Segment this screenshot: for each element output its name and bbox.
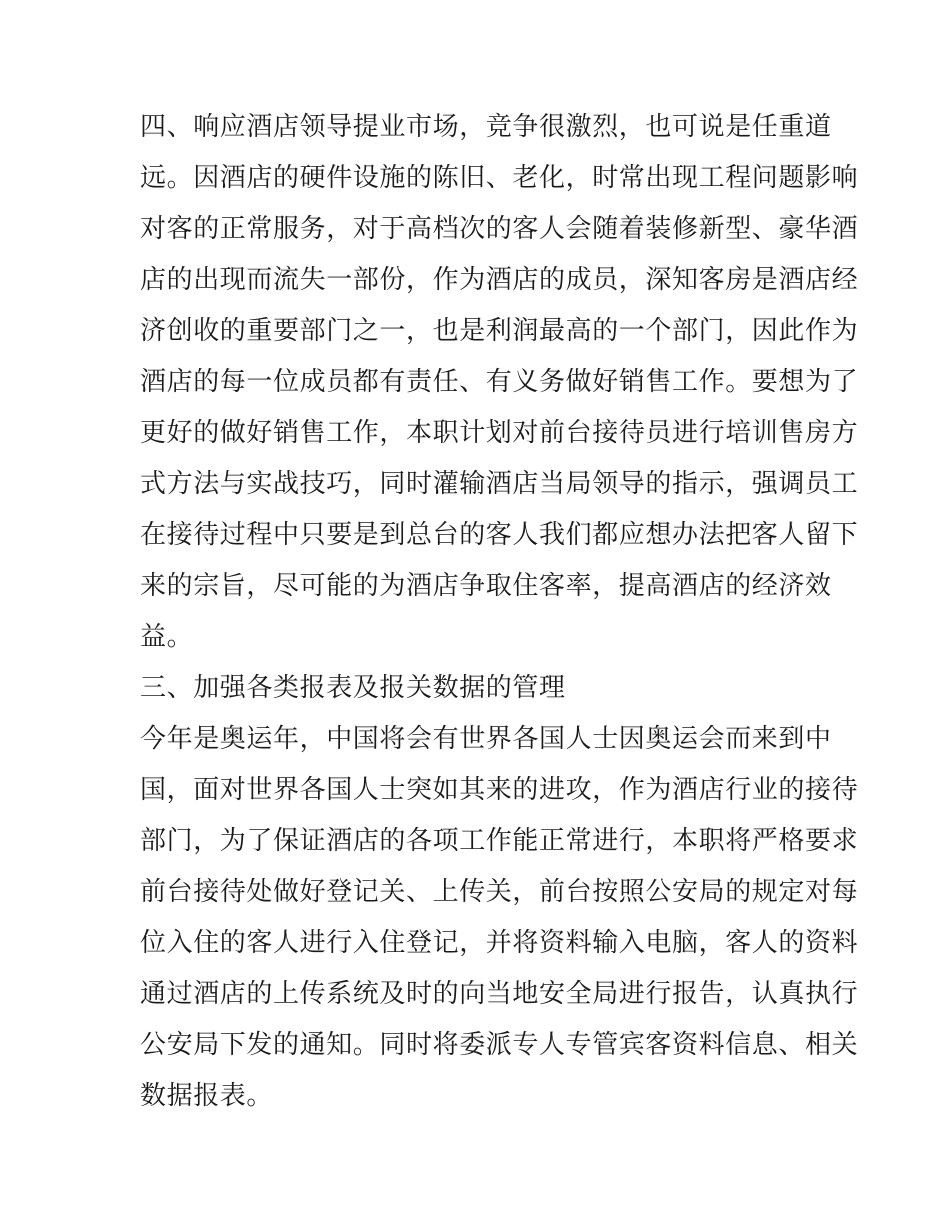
text-line: 位入住的客人进行入住登记，并将资料输入电脑，客人的资料 <box>140 928 859 958</box>
text-line: 数据报表。 <box>140 1081 274 1111</box>
text-line: 公安局下发的通知。同时将委派专人专管宾客资料信息、相关 <box>140 1030 859 1060</box>
section-3-heading: 三、加强各类报表及报关数据的管理 <box>140 673 566 703</box>
text-line: 酒店的每一位成员都有责任、有义务做好销售工作。要想为了 <box>140 367 859 397</box>
text-line: 远。因酒店的硬件设施的陈旧、老化，时常出现工程问题影响 <box>140 163 859 193</box>
text-line: 式方法与实战技巧，同时灌输酒店当局领导的指示，强调员工 <box>140 469 859 499</box>
text-line: 国，面对世界各国人士突如其来的进攻，作为酒店行业的接待 <box>140 775 859 805</box>
text-line: 来的宗旨，尽可能的为酒店争取住客率，提高酒店的经济效 <box>140 571 832 601</box>
text-line: 店的出现而流失一部份，作为酒店的成员，深知客房是酒店经 <box>140 265 859 295</box>
text-line: 通过酒店的上传系统及时的向当地安全局进行报告，认真执行 <box>140 979 859 1009</box>
section-4-paragraph <box>140 102 859 663</box>
text-line: 四、响应酒店领导提业市场，竞争很激烈，也可说是任重道 <box>140 112 832 142</box>
section-3-paragraph <box>140 714 859 1122</box>
text-line: 对客的正常服务，对于高档次的客人会随着装修新型、豪华酒 <box>140 214 859 244</box>
text-line: 在接待过程中只要是到总台的客人我们都应想办法把客人留下 <box>140 520 859 550</box>
text-line: 前台接待处做好登记关、上传关，前台按照公安局的规定对每 <box>140 877 859 907</box>
text-line: 更好的做好销售工作，本职计划对前台接待员进行培训售房方 <box>140 418 859 448</box>
document-page <box>140 102 859 1122</box>
text-line: 今年是奥运年，中国将会有世界各国人士因奥运会而来到中 <box>140 724 832 754</box>
text-line: 益。 <box>140 622 194 652</box>
text-line: 部门，为了保证酒店的各项工作能正常进行，本职将严格要求 <box>140 826 859 856</box>
text-line: 济创收的重要部门之一，也是利润最高的一个部门，因此作为 <box>140 316 859 346</box>
